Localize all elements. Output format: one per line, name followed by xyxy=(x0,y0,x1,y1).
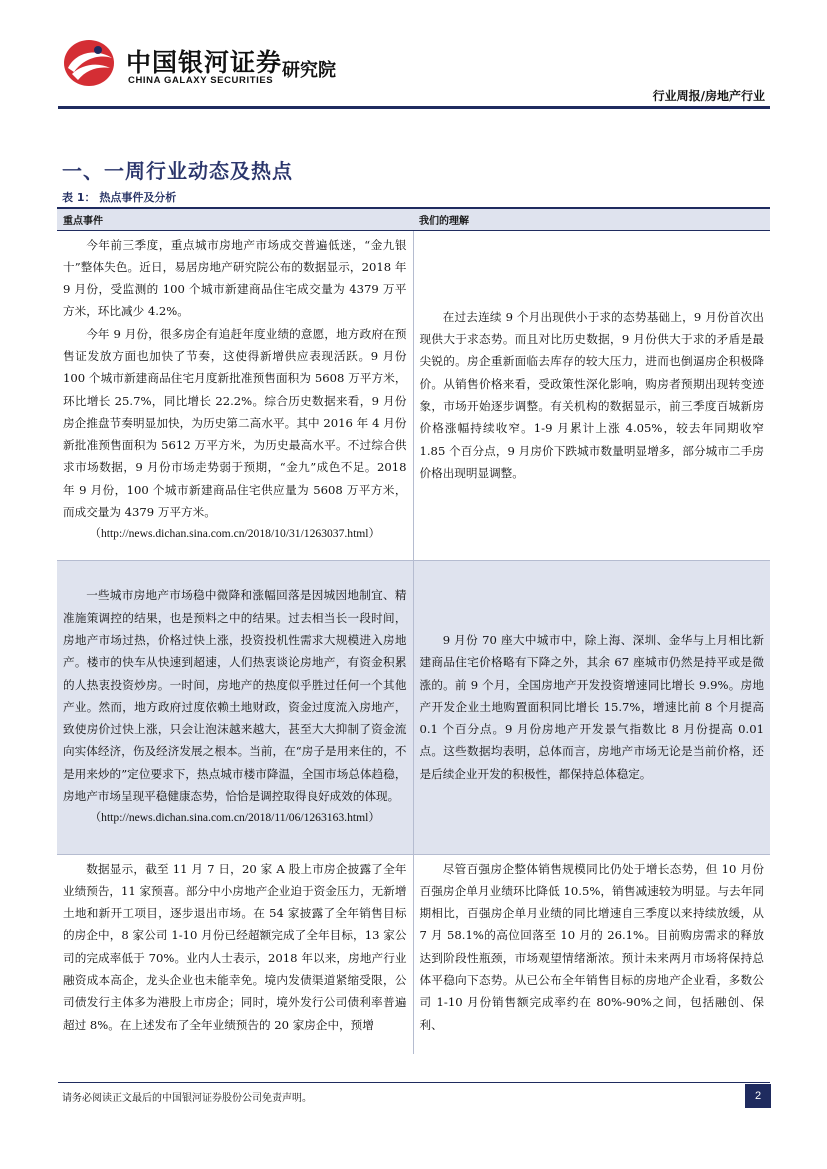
hot-events-table xyxy=(57,207,770,1054)
company-name-cn: 中国银河证券 xyxy=(126,48,283,77)
table-row xyxy=(57,854,770,1054)
page-number: 2 xyxy=(745,1084,771,1108)
view-cell xyxy=(413,560,770,854)
report-type: 行业周报/房地产行业 xyxy=(652,89,765,103)
event-paragraph: 一些城市房地产市场稳中微降和涨幅回落是因城因地制宜、精准施策调控的结果，也是预料之中的结果。过去相当长一段时间，房地产市场过热，价格过快上涨，投资投机性需求大规模进入房地产。楼市的快车从快速到超速，人们热衷谈论房地产，有资金积累的人热衷投资炒房。一时间，房地产的热度似乎胜过任何一个其他产业。然而，地方政府过度依赖土地财政，资金过度流入房地产，致使房价过快上涨，只会让泡沫越来越大，甚至大大抑制了资金流向实体经济，伤及经济发展之根本。当前，在“房子是用来住的，不是用来炒的”定位要求下，热点城市楼市降温，全国市场总体趋稳，房地产市场呈现平稳健康态势，恰恰是调控取得良好成效的体现。 xyxy=(63,588,407,804)
table-caption: 表 1： 热点事件及分析 xyxy=(62,191,177,204)
event-paragraph: 今年前三季度，重点城市房地产市场成交普遍低迷，“金九银十”整体失色。近日，易居房地产研究院公布的数据显示，2018 年 9 月份，受监测的 100 个城市新建商品住宅成交量为 4379 万平方米，环比减少 4.2%。 xyxy=(63,237,407,319)
view-paragraph: 9 月份 70 座大中城市中，除上海、深圳、金华与上月相比新建商品住宅价格略有下降之外，其余 67 座城市仍然是持平或是微涨的。前 9 个月，全国房地产开发投资增速同比增长 9.9%。房地产开发企业土地购置面积同比增长 15.7%，增速比前 8 个月提高 0.1 个百分点。9 月份房地产开发景气指数比 8 月份提高 0.01 点。这些数据均表明，总体而言，房地产市场无论是当前价格，还是后续企业开发的积极性，都保持总体稳定。 xyxy=(419,632,764,781)
view-cell xyxy=(413,230,770,560)
header-divider xyxy=(58,106,770,109)
source-link[interactable]: （http://news.dichan.sina.com.cn/2018/11/06/1263163.html） xyxy=(89,811,380,825)
table-row xyxy=(57,560,770,854)
column-header-view: 我们的理解 xyxy=(413,208,770,230)
footer-divider xyxy=(58,1082,770,1083)
section-title: 一、一周行业动态及热点 xyxy=(62,159,293,183)
view-cell xyxy=(413,854,770,1054)
galaxy-logo-icon xyxy=(62,38,116,88)
event-cell xyxy=(57,230,413,560)
company-name-en: CHINA GALAXY SECURITIES xyxy=(128,75,274,86)
institute-name: 研究院 xyxy=(282,60,336,81)
table-header-row xyxy=(57,208,770,230)
page-header xyxy=(0,0,827,110)
event-cell xyxy=(57,560,413,854)
event-paragraph: 数据显示，截至 11 月 7 日，20 家 A 股上市房企披露了全年业绩预告，11 家预喜。部分中小房地产企业迫于资金压力，无新增土地和新开工项目，逐步退出市场。在 54 家披露了全年销售目标的房企中，8 家公司 1-10 月份已经超额完成了全年目标，13 家公司的完成率低于 70%。业内人士表示，2018 年以来，房地产行业融资成本高企，龙头企业也未能幸免。境内发债渠道紧缩受限，公司债发行主体多为港股上市房企；同时，境外发行公司债利率普遍超过 8%。在上述发布了全年业绩预告的 20 家房企中，预增 xyxy=(63,861,407,1032)
event-paragraph: 今年 9 月份，很多房企有追赶年度业绩的意愿，地方政府在预售证发放方面也加快了节奏，这使得新增供应表现活跃。9 月份 100 个城市新建商品住宅月度新批准预售面积为 5608 万平方米，环比增长 25.7%，同比增长 22.2%。综合历史数据来看，9 月份房企推盘节奏明显加快，为历史第二高水平。其中 2016 年 4 月份新批准预售面积为 5612 万平方米，为历史最高水平。不过综合供求市场数据，9 月份市场走势弱于预期，“金九”成色不足。2018 年 9 月份，100 个城市新建商品住宅供应量为 5608 万平方米，而成交量为 4379 万平方米。 xyxy=(63,326,407,520)
view-paragraph: 在过去连续 9 个月出现供小于求的态势基础上，9 月份首次出现供大于求态势。而且对比历史数据，9 月份供大于求的矛盾是最尖锐的。房企重新面临去库存的较大压力，进而也倒逼房企积极降价。从销售价格来看，受政策性深化影响，购房者预期出现转变迹象，市场开始逐步调整。有关机构的数据显示，前三季度百城新房价格涨幅持续收窄。1-9 月累计上涨 4.05%，较去年同期收窄 1.85 个百分点，9 月房价下跌城市数量明显增多，部分城市二手房价格出现明显调整。 xyxy=(419,309,764,480)
view-paragraph: 尽管百强房企整体销售规模同比仍处于增长态势，但 10 月份百强房企单月业绩环比降低 10.5%，销售减速较为明显。与去年同期相比，百强房企单月业绩的同比增速自三季度以来持续放缓，从 7 月 58.1%的高位回落至 10 月的 26.1%。目前购房需求的释放达到阶段性瓶颈，市场观望情绪渐浓。预计未来两月市场将保持总体平稳向下态势。从已公布全年销售目标的房地产企业看，多数公司 1-10 月份销售额完成率约在 80%-90%之间，包括融创、保利、 xyxy=(419,861,764,1032)
event-cell xyxy=(57,854,413,1054)
source-link[interactable]: （http://news.dichan.sina.com.cn/2018/10/31/1263037.html） xyxy=(89,527,381,541)
column-header-event: 重点事件 xyxy=(57,208,413,230)
disclaimer-note: 请务必阅读正文最后的中国银河证券股份公司免责声明。 xyxy=(62,1093,312,1104)
table-row xyxy=(57,230,770,560)
